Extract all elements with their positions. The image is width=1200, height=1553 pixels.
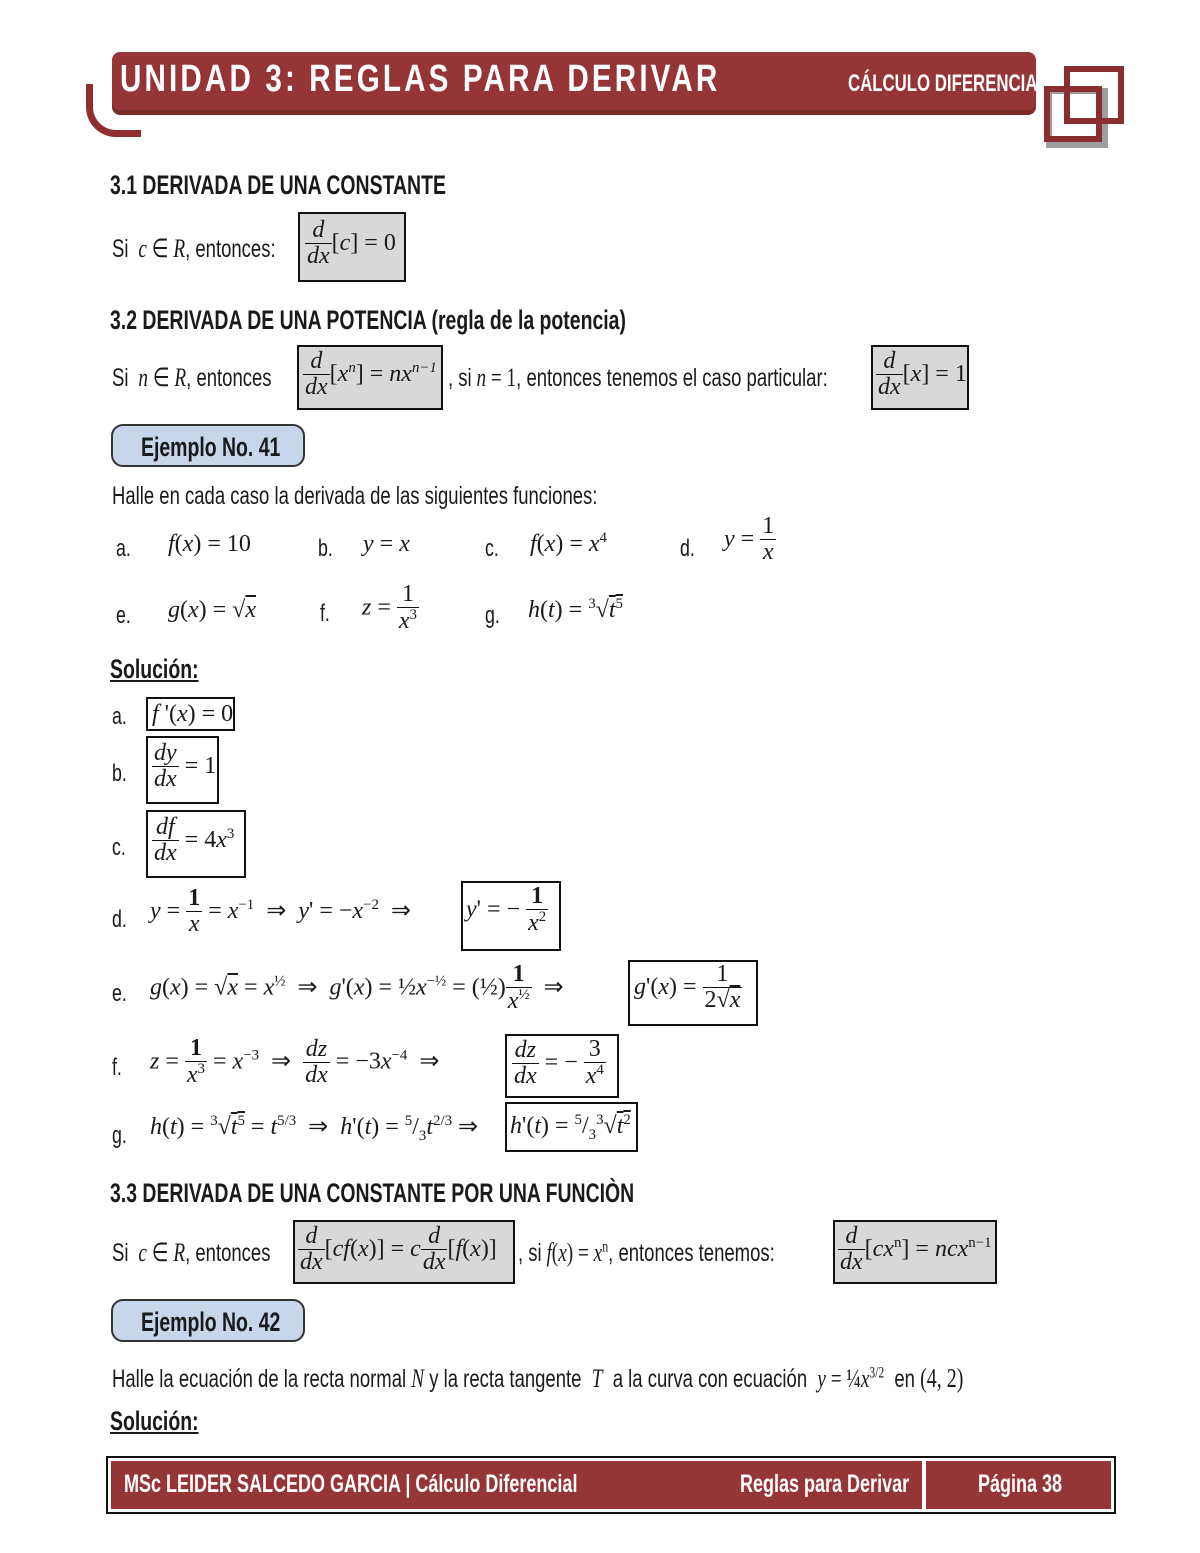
section-heading-3-3: 3.3 DERIVADA DE UNA CONSTANTE POR UNA FUNCIÒN	[110, 1178, 635, 1208]
text-power-rule-1: Si n ∈ R, entonces	[112, 363, 272, 392]
example-41-label: Ejemplo No. 41	[111, 424, 305, 467]
item-label-c: c.	[485, 535, 499, 562]
answer-c: $\frac{df}{dx}$ = $4x^3$	[154, 814, 235, 867]
solution-label-b: b.	[112, 760, 127, 787]
page-title: UNIDAD 3: REGLAS PARA DERIVAR	[120, 58, 721, 100]
section-heading-3-2: 3.2 DERIVADA DE UNA POTENCIA (regla de la potencia)	[110, 305, 626, 335]
answer-f: $\frac{dz}{dx}$ = − $\frac{3}{x^4}$	[514, 1036, 604, 1090]
footer-divider	[922, 1461, 926, 1509]
answer-d: y' = − $\frac{1}{x^2}$	[466, 883, 547, 937]
solution-label-f: f.	[112, 1054, 122, 1081]
formula-constant-multiple: $\frac{d}{dx}$ [cf(x)] = c $\frac{d}{dx}$ [f(x)]	[300, 1223, 497, 1276]
text-constant-multiple-1: Si c ∈ R, entonces	[112, 1238, 271, 1267]
footer-author: MSc LEIDER SALCEDO GARCIA | Cálculo Diferencial	[124, 1470, 578, 1498]
item-label-g: g.	[485, 602, 500, 629]
exercise-f: z = $\frac{1}{x^3}$	[362, 581, 417, 635]
exercise-a: f(x) = 10	[168, 531, 251, 557]
solution-label-g: g.	[112, 1122, 127, 1149]
footer-chapter: Reglas para Derivar	[740, 1470, 910, 1498]
section-heading-3-1: 3.1 DERIVADA DE UNA CONSTANTE	[110, 170, 446, 200]
answer-g: $h'(t) = ^5/_3^3√t^2$	[510, 1112, 631, 1143]
solution-42-label: Solución:	[110, 1406, 199, 1436]
footer-page-number: Página 38	[978, 1470, 1063, 1498]
exercise-d: y = $\frac{1}{x}$	[724, 513, 775, 566]
logo-square-red-2	[1044, 86, 1102, 142]
exercise-b: y = x	[363, 531, 410, 557]
exercise-e: g(x) = √x	[168, 597, 257, 623]
solution-label-e: e.	[112, 980, 127, 1007]
answer-e: g'(x) = $\frac{1}{2√x}$	[634, 961, 741, 1014]
solution-label-a: a.	[112, 703, 127, 730]
solution-label-c: c.	[112, 834, 126, 861]
example-42-label: Ejemplo No. 42	[111, 1299, 305, 1342]
answer-e-steps: $g(x) = √x = x^{\frac{1}{2}}$ ⇒ $g'(x) = \frac{1}{2}x^{-\frac{1}{2}}$ = (½) $\frac{1}{x^{\frac{1}{2}}}$ ⇒	[150, 961, 564, 1015]
example-41-prompt: Halle en cada caso la derivada de las siguientes funciones:	[112, 482, 598, 510]
formula-particular-case: $\frac{d}{dx}$ [x] = 1	[878, 348, 967, 401]
solution-41-label: Solución:	[110, 654, 199, 684]
exercise-g: $h(t) = ^3√t^5$	[528, 596, 623, 623]
text-si: Si c ∈ R, entonces:	[112, 234, 276, 263]
formula-power-rule: $\frac{d}{dx}$ $[x^n] = nx^{n-1}$	[305, 348, 437, 401]
item-label-e: e.	[116, 602, 131, 629]
exercise-c: $f(x) = x^4$	[530, 530, 607, 557]
answer-d-steps: y = $\frac{1}{x}$ = $x^{-1}$ ⇒ $y' = -x^{-2}$ ⇒	[150, 885, 411, 938]
item-label-d: d.	[680, 535, 695, 562]
example-42-prompt: Halle la ecuación de la recta normal N y la recta tangente T a la curva con ecuación $y = \frac{1}{4}x^{3/2}$ en (4, 2)	[112, 1363, 964, 1393]
solution-label-d: d.	[112, 906, 127, 933]
item-label-a: a.	[116, 535, 131, 562]
text-constant-multiple-2: , si $f(x) = x^n$, entonces tenemos:	[518, 1238, 775, 1267]
text-power-rule-2: , si n = 1, entonces tenemos el caso particular:	[448, 363, 828, 392]
answer-b: $\frac{dy}{dx}$ = 1	[154, 740, 217, 793]
item-label-b: b.	[318, 535, 333, 562]
answer-a: f '(x) = 0	[152, 701, 234, 727]
formula-cxn: $\frac{d}{dx}$ $[cx^n] = ncx^{n-1}$	[840, 1223, 992, 1276]
item-label-f: f.	[320, 600, 330, 627]
answer-g-steps: $h(t) = ^3√t^5 = t^{5/3}$ ⇒ $h'(t) = ^5/_3t^{2/3}$ ⇒	[150, 1113, 479, 1144]
formula-derivative-constant: $\frac{d}{dx}$ [c] = 0	[307, 217, 396, 270]
page-subtitle: CÁLCULO DIFERENCIAL	[848, 70, 1048, 97]
answer-f-steps: z = $\frac{1}{x^3}$ = $x^{-3}$ ⇒ $\frac{dz}{dx}$ = $-3x^{-4}$ ⇒	[150, 1035, 440, 1089]
